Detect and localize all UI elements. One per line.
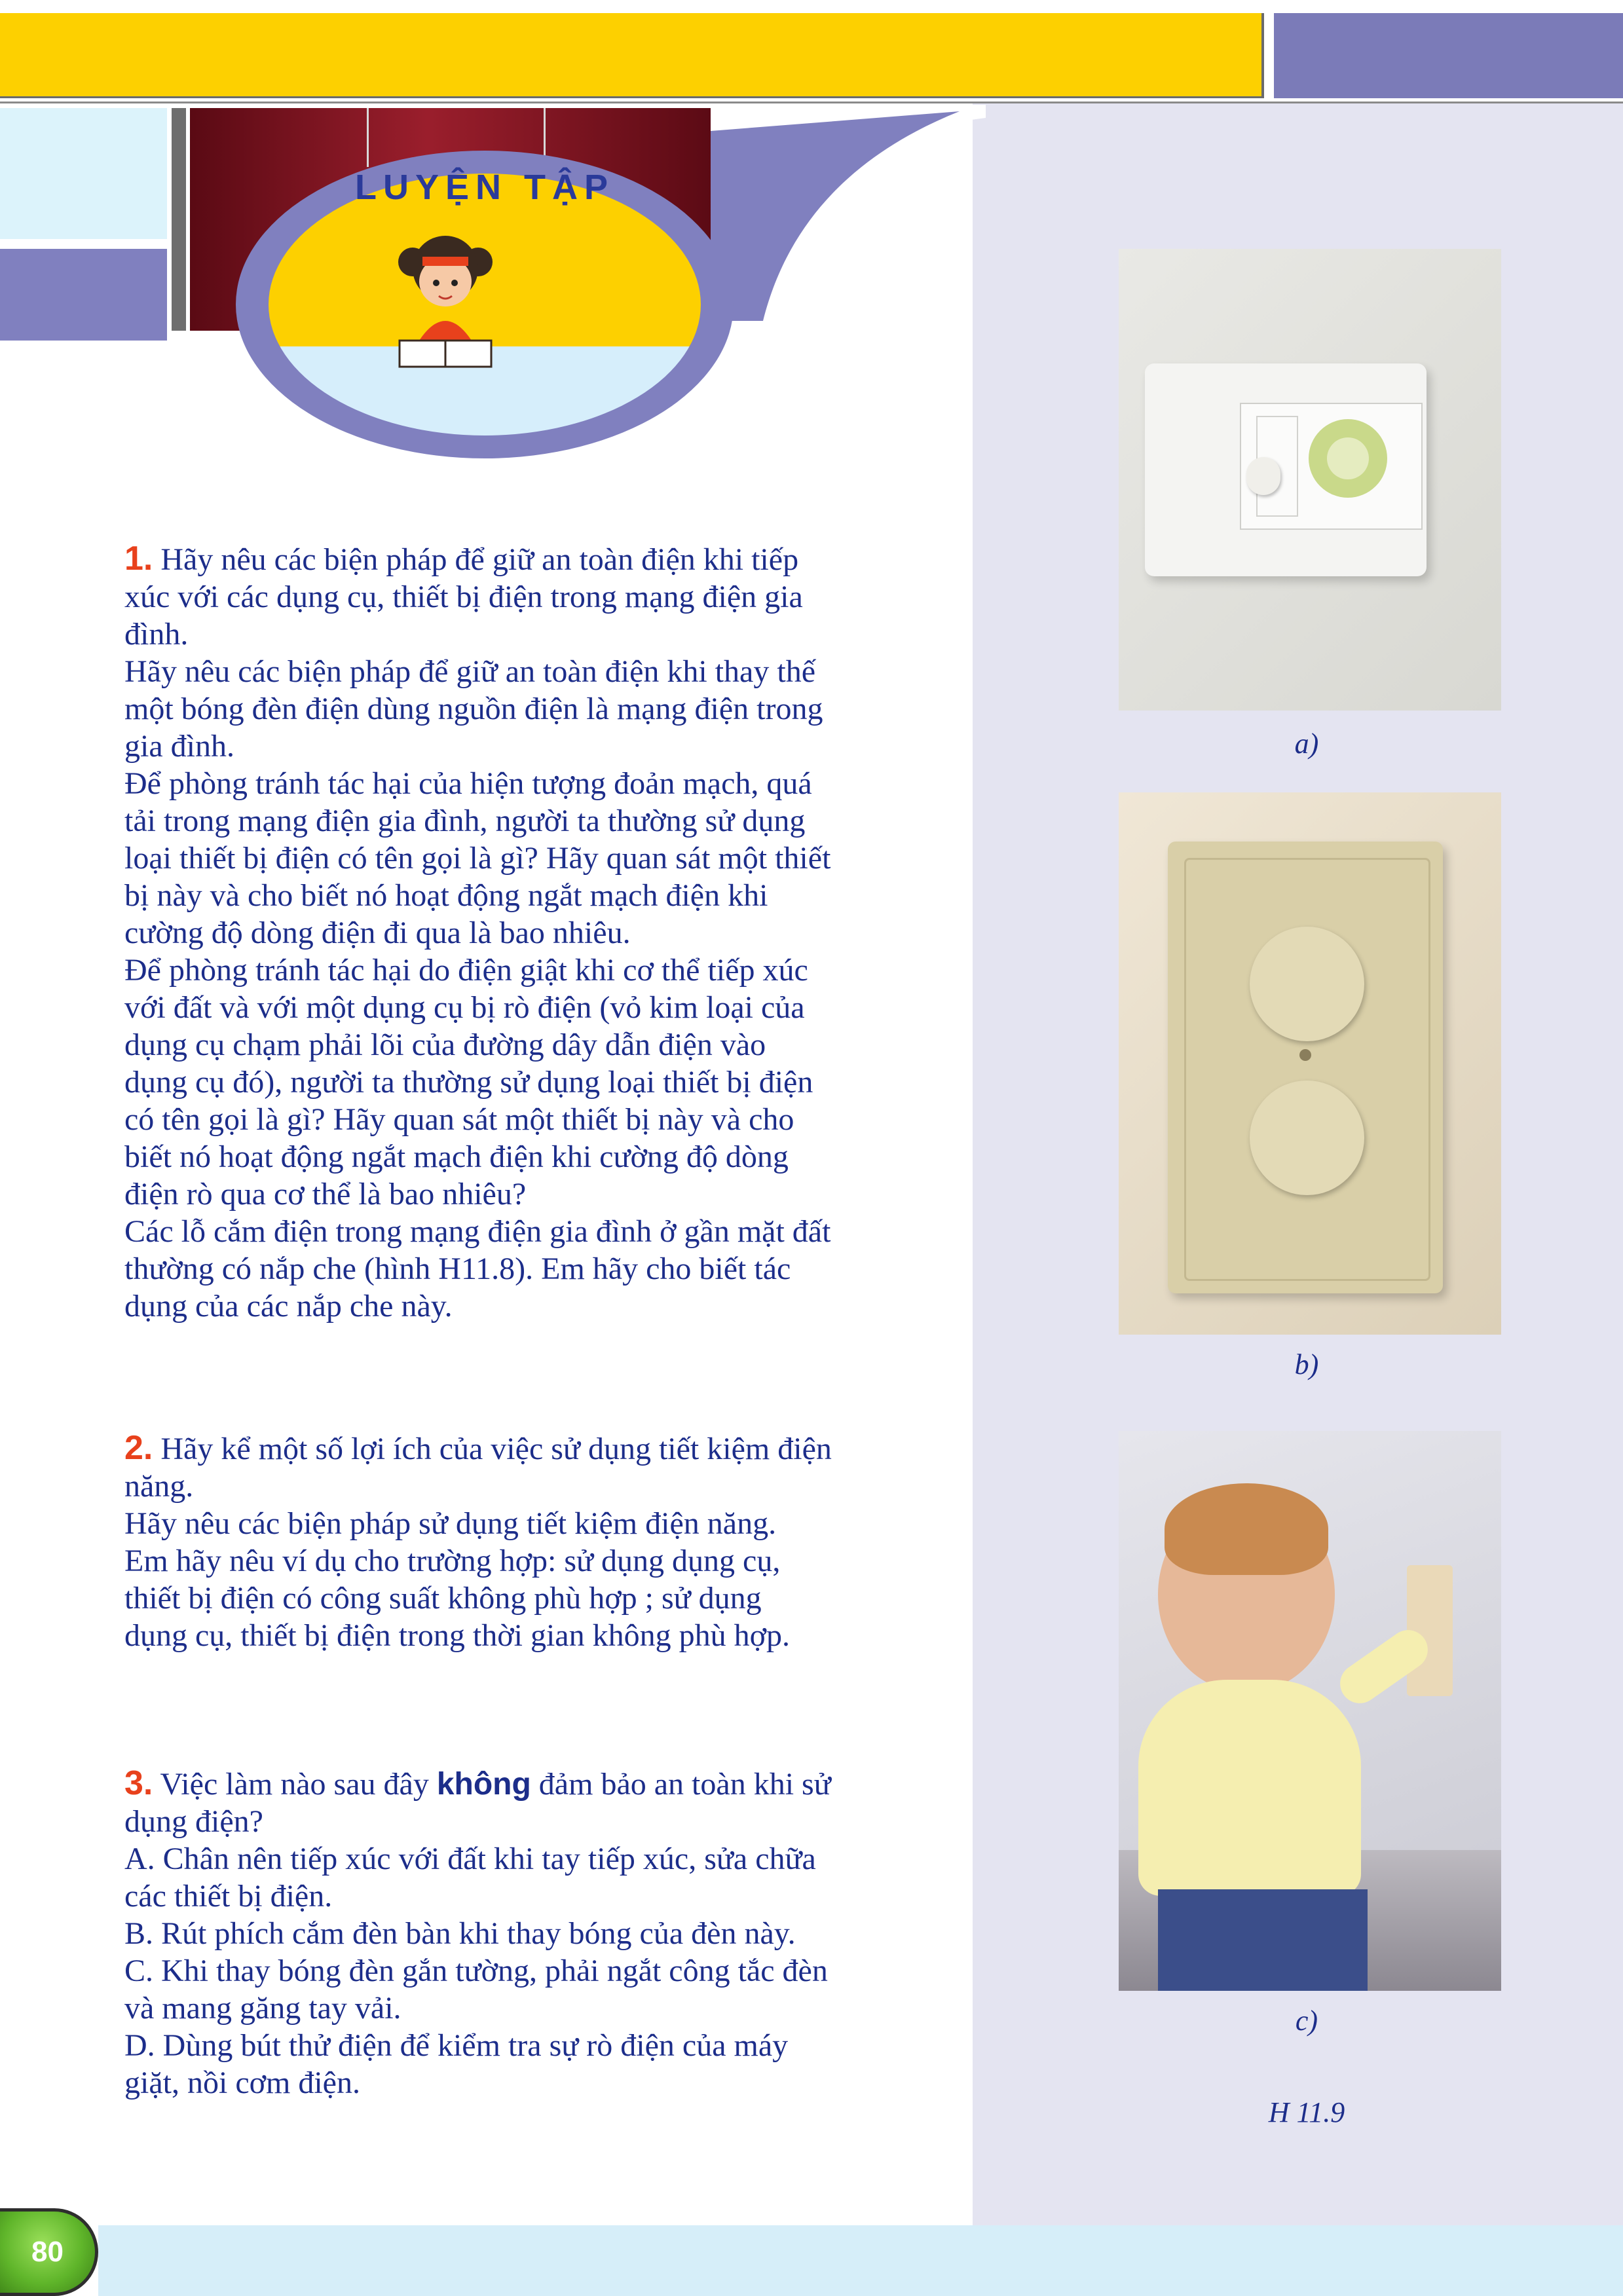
footer-bar: [98, 2225, 1623, 2296]
exercise-2-paragraph: Em hãy nêu ví dụ cho trường hợp: sử dụng dụng cụ, thiết bị điện có công suất không phù hợp ; sử dụng dụng cụ, thiết bị điện trong thời gian không phù hợp.: [124, 1544, 790, 1653]
photo-outlet-covers: [1119, 792, 1501, 1335]
exercise-1-paragraph: Các lỗ cắm điện trong mạng điện gia đình ở gần mặt đất thường có nắp che (hình H11.8). Em hãy cho biết tác dụng của các nắp che này.: [124, 1214, 831, 1324]
page-number: 80: [0, 2208, 98, 2296]
header-cyan-block: [0, 108, 167, 239]
exercise-1-paragraph: Để phòng tránh tác hại của hiện tượng đoản mạch, quá tải trong mạng điện gia đình, người ta thường sử dụng loại thiết bị điện có tên gọi là gì? Hãy quan sát một thiết bị này và cho biết nó hoạt động ngắt mạch điện khi cường độ dòng điện đi qua là bao nhiêu.: [124, 766, 831, 950]
photo-baby-outlet: [1119, 1431, 1501, 1991]
exercise-2-number: 2.: [124, 1429, 153, 1467]
caption-a: a): [1294, 728, 1319, 760]
answer-option-b: B. Rút phích cắm đèn bàn khi thay bóng của đèn này.: [124, 1916, 796, 1951]
girl-studying-icon: [386, 216, 504, 380]
header-yellow-band: [0, 13, 1264, 98]
exercise-1-paragraph: Hãy nêu các biện pháp để giữ an toàn điện khi thay thế một bóng đèn điện dùng nguồn điện là mạng điện trong gia đình.: [124, 654, 823, 764]
exercise-2-paragraph: 2. Hãy kể một số lợi ích của việc sử dụng tiết kiệm điện năng.: [124, 1429, 832, 1504]
caption-c: c): [1295, 2005, 1318, 2037]
exercise-1: [124, 540, 832, 1325]
header-purple-band: [1274, 13, 1623, 98]
answer-option-d: D. Dùng bút thử điện để kiểm tra sự rò điện của máy giặt, nồi cơm điện.: [124, 2028, 789, 2100]
exercise-1-paragraph: Để phòng tránh tác hại do điện giật khi cơ thể tiếp xúc với đất và với một dụng cụ bị rò điện (vỏ kim loại của dụng cụ chạm phải lõi của đường dây dẫn điện vào dụng cụ đó), người ta thường sử dụng loại thiết bị điện có tên gọi là gì? Hãy quan sát một thiết bị này và cho biết nó hoạt động ngắt mạch điện khi cường độ dòng điện rò qua cơ thể là bao nhiêu?: [124, 953, 813, 1212]
exercise-1-number: 1.: [124, 540, 153, 578]
caption-b: b): [1294, 1348, 1319, 1380]
photo-wall-switch: [1119, 249, 1501, 711]
exercise-3-number: 3.: [124, 1764, 153, 1802]
exercise-2-paragraph: Hãy nêu các biện pháp sử dụng tiết kiệm điện năng.: [124, 1506, 777, 1541]
header-curve-decoration: [711, 105, 986, 432]
exercise-2: [124, 1430, 832, 1654]
exercise-3: [124, 1765, 832, 2102]
figure-label: H 11.9: [1268, 2096, 1345, 2128]
practice-badge-title: LUYỆN TẬP: [354, 168, 615, 207]
answer-option-c: C. Khi thay bóng đèn gắn tường, phải ngắt công tắc đèn và mang găng tay vải.: [124, 1953, 828, 2026]
header-purple-block: [0, 249, 167, 341]
exercise-1-paragraph: 1. Hãy nêu các biện pháp để giữ an toàn điện khi tiếp xúc với các dụng cụ, thiết bị điện trong mạng điện gia đình.: [124, 540, 803, 652]
header-gray-bar: [172, 108, 186, 331]
answer-option-a: A. Chân nên tiếp xúc với đất khi tay tiếp xúc, sửa chữa các thiết bị điện.: [124, 1842, 816, 1914]
exercise-3-question: 3. Việc làm nào sau đây không đảm bảo an toàn khi sử dụng điện?: [124, 1764, 831, 1839]
